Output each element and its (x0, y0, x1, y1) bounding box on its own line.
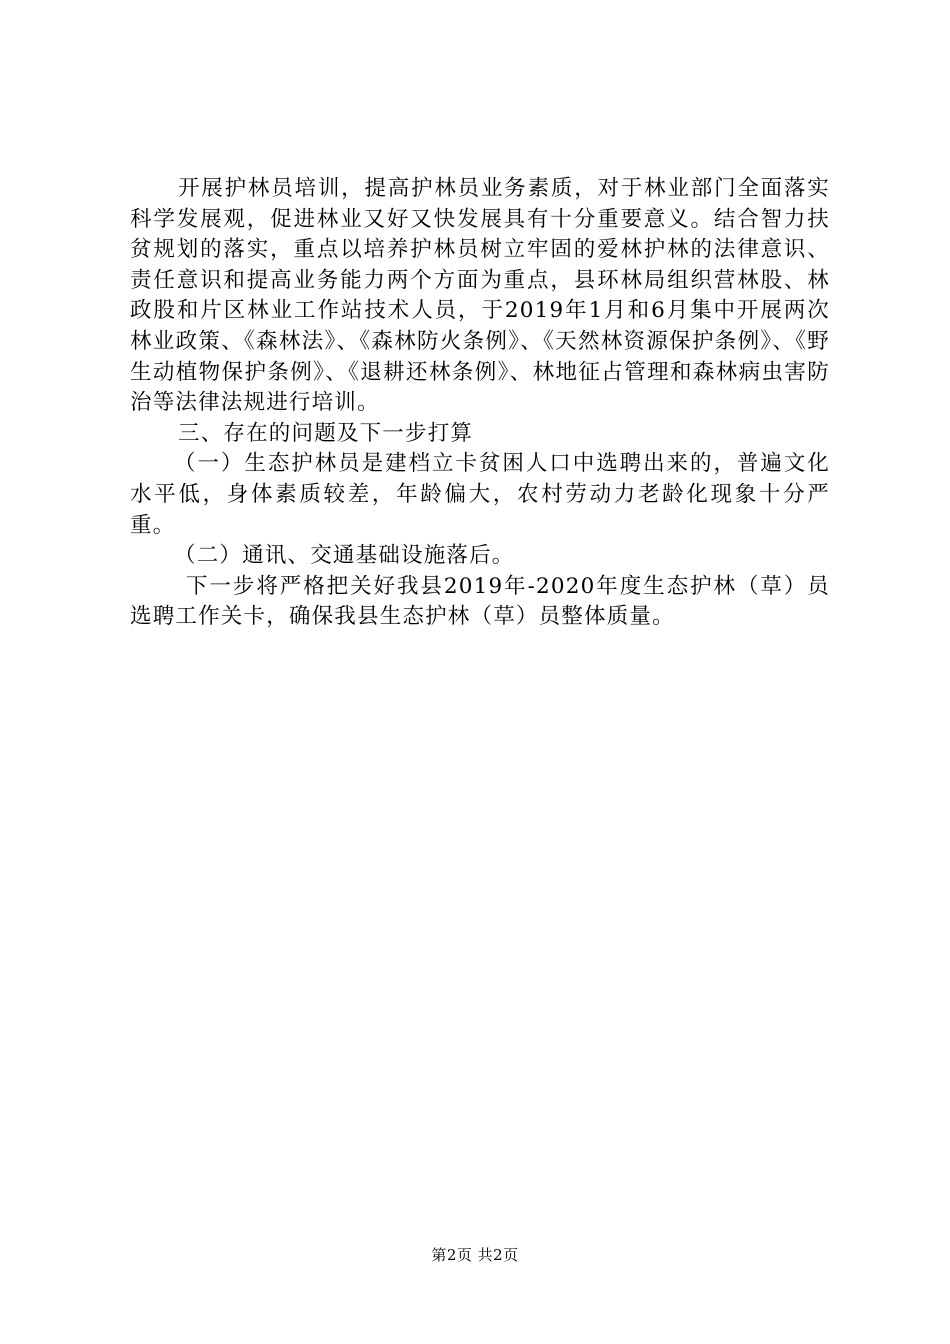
issue-item-1: （一）生态护林员是建档立卡贫困人口中选聘出来的，普遍文化水平低，身体素质较差，年龄偏大，农村劳动力老龄化现象十分严重。 (130, 451, 830, 538)
page-number-footer: 第2页 共2页 (431, 1246, 519, 1264)
issue-item-2: （二）通讯、交通基础设施落后。 (174, 543, 515, 569)
paragraph-training: 开展护林员培训，提高护林员业务素质，对于林业部门全面落实科学发展观，促进林业又好又快发展具有十分重要意义。结合智力扶贫规划的落实，重点以培养护林员树立牢固的爱林护林的法律意识、责任意识和提高业务能力两个方面为重点，县环林局组织营林股、林政股和片区林业工作站技术人员，于2019年1月和6月集中开展两次林业政策、《森林法》、《森林防火条例》、《天然林资源保护条例》、《野生动植物保护条例》、《退耕还林条例》、林地征占管理和森林病虫害防治等法律法规进行培训。 (130, 176, 830, 416)
section-heading: 三、存在的问题及下一步打算 (178, 420, 474, 446)
document-body (130, 174, 830, 633)
paragraph-next-steps: 下一步将严格把关好我县2019年-2020年度生态护林（草）员选聘工作关卡，确保我县生态护林（草）员整体质量。 (130, 573, 830, 630)
